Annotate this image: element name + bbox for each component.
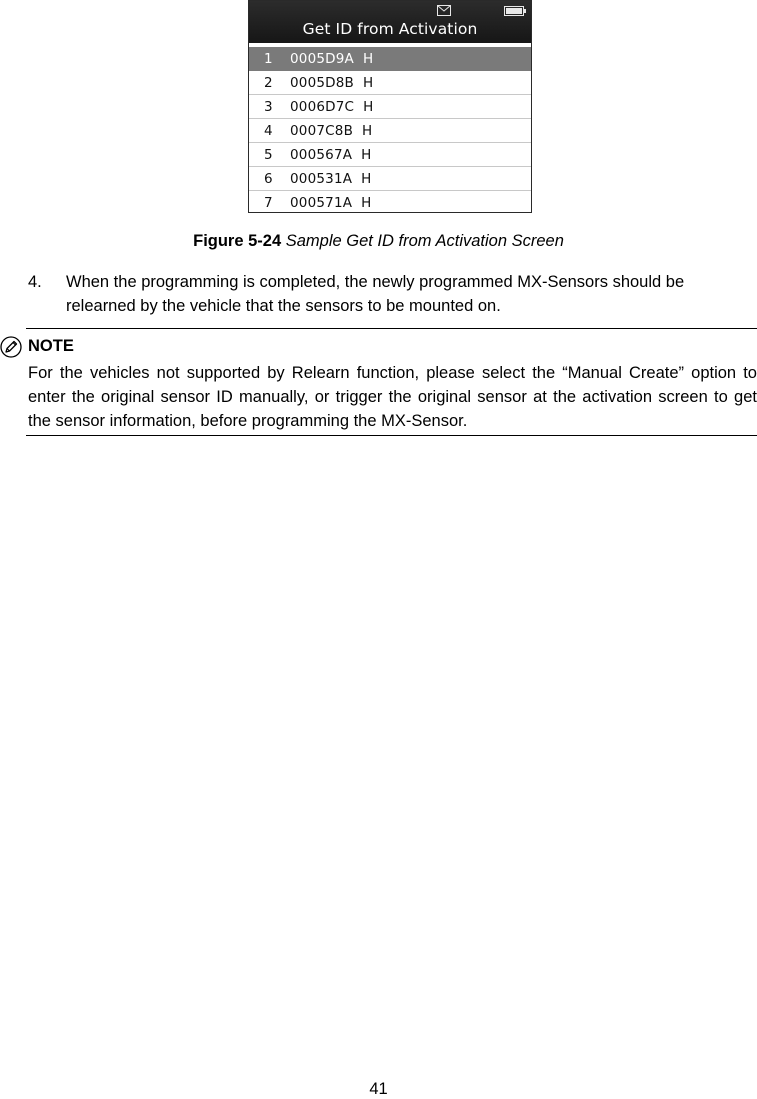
sensor-id-row[interactable] <box>249 47 531 71</box>
sensor-id-row[interactable] <box>249 71 531 95</box>
page-number: 41 <box>369 1080 388 1098</box>
screen-title-bar <box>249 1 531 43</box>
sensor-id: 000571A H <box>290 195 372 211</box>
device-screenshot <box>248 0 532 213</box>
sensor-id: 0005D9A H <box>290 51 374 67</box>
mail-icon <box>437 5 451 16</box>
row-number: 3 <box>264 99 273 115</box>
figure-caption <box>0 232 757 251</box>
sensor-id: 000567A H <box>290 147 372 163</box>
sensor-id: 0005D8B H <box>290 75 374 91</box>
figure-title: Sample Get ID from Activation Screen <box>281 232 564 250</box>
screen-title: Get ID from Activation <box>302 20 478 38</box>
sensor-id-list <box>249 47 531 213</box>
row-number: 2 <box>264 75 273 91</box>
figure-label: Figure 5-24 <box>193 232 282 250</box>
sensor-id: 0006D7C H <box>290 99 374 115</box>
row-number: 5 <box>264 147 273 163</box>
sensor-id-row[interactable] <box>249 167 531 191</box>
sensor-id: 0007C8B H <box>290 123 373 139</box>
row-number: 4 <box>264 123 273 139</box>
sensor-id-row[interactable] <box>249 191 531 213</box>
procedure-step <box>28 270 756 318</box>
battery-icon <box>504 6 526 16</box>
row-number: 1 <box>264 51 273 67</box>
row-number: 7 <box>264 195 273 211</box>
sensor-id: 000531A H <box>290 171 372 187</box>
step-number: 4. <box>28 273 42 291</box>
step-text: When the programming is completed, the newly programmed MX-Sensors should be relearned by the vehicle that the sensors to be mounted on. <box>66 273 685 315</box>
row-number: 6 <box>264 171 273 187</box>
sensor-id-row[interactable] <box>249 119 531 143</box>
note-heading: NOTE <box>28 337 74 355</box>
note-box <box>26 328 757 436</box>
note-body: For the vehicles not supported by Relearn function, please select the “Manual Create” option to enter the original sensor ID manually, or trigger the original sensor at the activation screen to get the sensor information, before programming the MX-Sensor. <box>28 364 757 430</box>
sensor-id-row[interactable] <box>249 143 531 167</box>
pencil-icon <box>0 336 22 358</box>
sensor-id-row[interactable] <box>249 95 531 119</box>
